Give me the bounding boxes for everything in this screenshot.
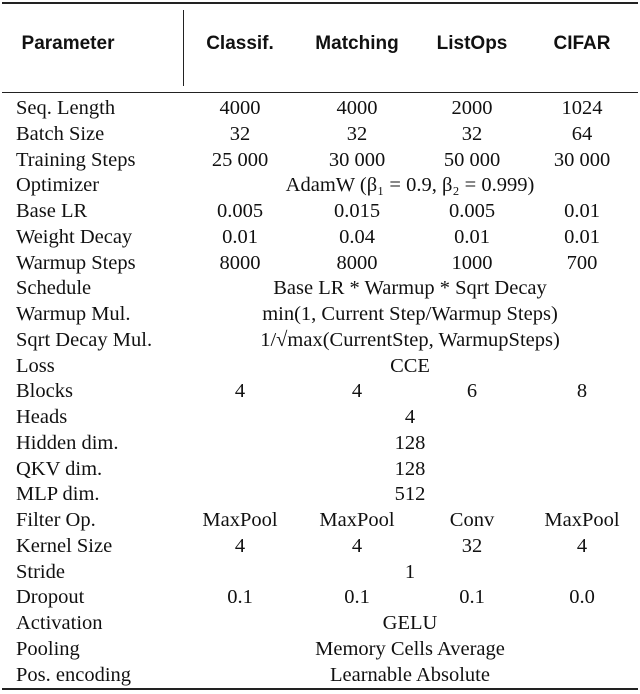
row-span-value: 512 — [394, 483, 426, 506]
row-value: 4 — [234, 534, 246, 557]
table-row — [0, 636, 640, 662]
table-row — [0, 301, 640, 327]
row-value: 4 — [576, 534, 588, 557]
row-value: 50 000 — [443, 148, 501, 171]
table-row — [0, 224, 640, 250]
row-span-value: AdamW (β₁ = 0.9, β₂ = 0.999) — [285, 174, 535, 197]
row-value: 0.1 — [227, 586, 253, 609]
row-value: 32 — [229, 122, 251, 145]
row-value: 8 — [576, 380, 588, 403]
top-rule — [2, 2, 638, 4]
row-span-value: CCE — [390, 354, 430, 377]
row-label: Warmup Steps — [16, 251, 136, 274]
table-row — [0, 610, 640, 636]
row-value: 4 — [234, 380, 246, 403]
row-value: Conv — [449, 509, 495, 531]
table-row — [0, 584, 640, 610]
row-value: 0.0 — [569, 586, 595, 609]
row-value: 1000 — [451, 251, 493, 274]
header-divider — [183, 10, 184, 86]
row-value: 4 — [351, 534, 363, 557]
row-value: 6 — [466, 380, 478, 403]
row-value: 0.005 — [216, 200, 264, 222]
row-value: 32 — [461, 534, 483, 557]
row-value: 30 000 — [328, 148, 386, 171]
row-value: 0.1 — [459, 586, 485, 609]
header-listops: ListOps — [436, 33, 508, 54]
table-row — [0, 662, 640, 688]
header-cifar: CIFAR — [553, 33, 611, 54]
row-label: Hidden dim. — [16, 431, 119, 454]
row-span-value: 128 — [394, 431, 426, 454]
row-label: Heads — [16, 406, 68, 428]
row-value: 8000 — [336, 251, 378, 274]
row-label: Schedule — [16, 277, 92, 300]
row-value: 4 — [351, 380, 363, 403]
row-label: Seq. Length — [16, 97, 116, 119]
row-label: Sqrt Decay Mul. — [16, 328, 153, 351]
table-row — [0, 172, 640, 198]
row-span-value: 128 — [394, 457, 426, 480]
header-classif: Classif. — [206, 33, 274, 54]
row-value: 25 000 — [211, 148, 269, 171]
row-label: MLP dim. — [16, 483, 100, 506]
row-label: Kernel Size — [16, 534, 113, 557]
row-label: Base LR — [16, 200, 88, 222]
table-row — [0, 533, 640, 559]
row-value: 32 — [346, 122, 368, 145]
row-value: MaxPool — [319, 509, 395, 531]
header-matching: Matching — [315, 33, 399, 54]
row-value: 4000 — [336, 97, 378, 119]
table-row — [0, 559, 640, 585]
table-row — [0, 430, 640, 456]
row-value: 4000 — [219, 97, 261, 119]
table-row — [0, 147, 640, 173]
row-span-value: Memory Cells Average — [315, 637, 505, 660]
row-value: 1024 — [561, 97, 603, 119]
table-row — [0, 378, 640, 404]
table-row — [0, 481, 640, 507]
row-label: Training Steps — [16, 148, 136, 171]
table-row — [0, 404, 640, 430]
row-label: Loss — [16, 354, 55, 377]
row-label: Pos. encoding — [16, 663, 132, 686]
row-value: MaxPool — [544, 509, 620, 531]
row-value: 2000 — [451, 97, 493, 119]
row-span-value: min(1, Current Step/Warmup Steps) — [262, 303, 558, 325]
header-parameter: Parameter — [21, 33, 115, 54]
row-value: 0.01 — [564, 225, 600, 248]
row-span-value: GELU — [382, 612, 438, 634]
row-value: 0.015 — [333, 200, 381, 222]
table-row — [0, 250, 640, 276]
row-value: 0.1 — [344, 586, 370, 609]
table-row — [0, 121, 640, 147]
row-value: 0.005 — [448, 200, 496, 222]
table-row — [0, 198, 640, 224]
row-label: Weight Decay — [16, 225, 133, 248]
bottom-rule — [2, 688, 638, 690]
table-row — [0, 353, 640, 379]
row-value: 64 — [571, 122, 593, 145]
row-value: 32 — [461, 122, 483, 145]
table-row — [0, 327, 640, 353]
row-value: MaxPool — [202, 509, 278, 531]
row-value: 0.01 — [222, 225, 258, 248]
row-span-value: 1/√max(CurrentStep, WarmupSteps) — [260, 328, 560, 351]
table-row — [0, 95, 640, 121]
row-span-value: 1 — [404, 560, 416, 583]
row-span-value: Base LR * Warmup * Sqrt Decay — [273, 277, 547, 300]
row-value: 700 — [566, 251, 598, 274]
row-label: Activation — [16, 612, 103, 634]
row-span-value: Learnable Absolute — [330, 663, 490, 686]
row-label: Pooling — [16, 637, 80, 660]
row-value: 30 000 — [553, 148, 611, 171]
row-span-value: 4 — [404, 406, 416, 428]
table-row — [0, 275, 640, 301]
row-label: Optimizer — [16, 174, 100, 197]
row-label: Dropout — [16, 586, 85, 609]
row-label: Batch Size — [16, 122, 105, 145]
row-label: QKV dim. — [16, 457, 103, 480]
row-label: Filter Op. — [16, 509, 96, 531]
row-value: 0.01 — [454, 225, 490, 248]
row-value: 0.01 — [564, 200, 600, 222]
row-label: Blocks — [16, 380, 73, 403]
table-row — [0, 507, 640, 533]
row-value: 8000 — [219, 251, 261, 274]
row-label: Stride — [16, 560, 65, 583]
row-label: Warmup Mul. — [16, 303, 131, 325]
mid-rule — [2, 92, 638, 93]
row-value: 0.04 — [339, 225, 375, 248]
table-row — [0, 456, 640, 482]
